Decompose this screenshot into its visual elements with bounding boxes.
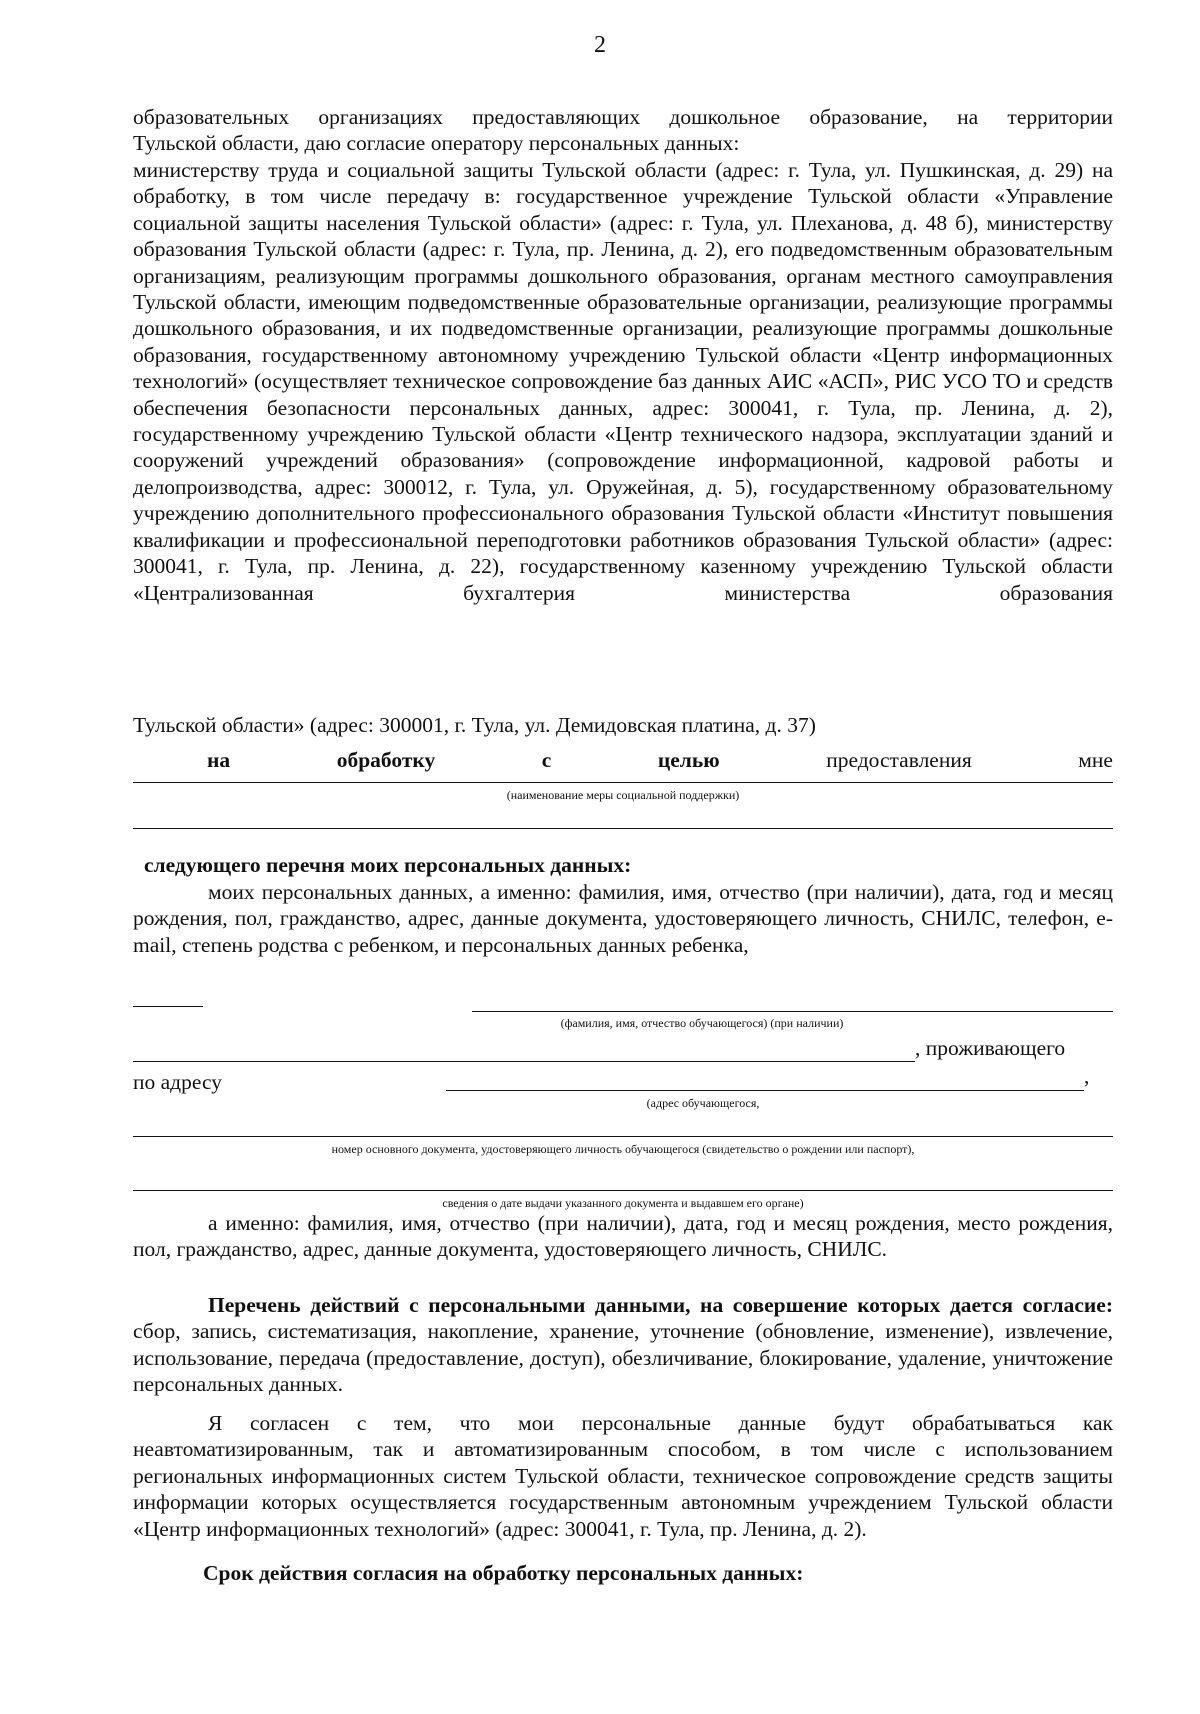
- page-number: 2: [594, 32, 606, 58]
- my-data-paragraph: моих персональных данных, а именно: фамилия, имя, отчество (при наличии), дата, год и месяц рождения, пол, гражданство, адрес, данные документа, удостоверяющего личность, СНИЛС, телефон, e-mail, степень родства с ребенком, и персональных данных ребенка,: [133, 880, 1113, 957]
- child-name-line-2: [133, 1061, 915, 1062]
- operator-paragraph: министерству труда и социальной защиты Тульской области (адрес: г. Тула, ул. Пушкинская, д. 29) на обработку, в том числе передачу в: государственное учреждение Тульской области «Управление социальной защиты населения Тульской области» (адрес: г. Тула, ул. Плеханова, д. 48 б), министерству образования Тульской области (адрес: г. Тула, пр. Ленина, д. 2), его подведомственным образовательным организациям, реализующим программы дошкольного образования, органам местного самоуправления Тульской области, имеющим подведомственные образовательные организации, реализующие программы дошкольного образования, и их подведомственные организации, реализующие программы дошкольные образования, государственному автономному учреждению Тульской области «Центр информационных технологий» (осуществляет техническое сопровождение баз данных АИС «АСП», РИС УСО ТО и средств обеспечения безопасности персональных данных, адрес: 300041, г. Тула, пр. Ленина, д. 2), государственному учреждению Тульской области «Центр технического надзора, эксплуатации зданий и сооружений учреждений образования» (сопровождение информационной, кадровой работы и делопроизводства, адрес: 300012, г. Тула, ул. Оружейная, д. 5), государственному образовательному учреждению дополнительного профессионального образования Тульской области «Институт повышения квалификации и профессиональной переподготовки работников образования Тульской области» (адрес: 300041, г. Тула, пр. Ленина, д. 22), государственному казенному учреждению Тульской области «Централизованная бухгалтерия министерства образования: [133, 158, 1113, 605]
- residing-text: , проживающего: [915, 1036, 1066, 1060]
- actions-heading: Перечень действий с персональными данными, на совершение которых дается согласие:: [208, 1293, 1113, 1317]
- issue-line: [133, 1190, 1113, 1191]
- address-line: [446, 1090, 1084, 1091]
- measure-line-2: [133, 828, 1113, 829]
- consent-paragraph: Я согласен с тем, что мои персональные данные будут обрабатываться как неавтоматизированным, так и автоматизированным способом, в том числе с использованием региональных информационных систем Тульской области, техническое сопровождение средств защиты информации которых осуществляется государственным автономным учреждением Тульской области «Центр информационных технологий» (адрес: 300041, г. Тула, пр. Ленина, д. 2).: [133, 1411, 1113, 1541]
- address-comma: ,: [1084, 1064, 1090, 1088]
- actions-list: сбор, запись, систематизация, накопление, хранение, уточнение (обновление, изменение), извлечение, использование, передача (предоставление, доступ), обезличивание, блокирование, удаление, уничтожение персональных данных.: [133, 1319, 1113, 1397]
- address-caption: (адрес обучающегося,: [646, 1096, 760, 1110]
- purpose-line: [133, 748, 1113, 773]
- purpose-word-3: с: [541, 748, 552, 772]
- child-name-line: [472, 1011, 1113, 1012]
- purpose-word-6: мне: [1078, 748, 1113, 772]
- term-heading: Срок действия согласия на обработку персональных данных:: [203, 1561, 804, 1585]
- data-list-heading: следующего перечня моих персональных данных:: [144, 853, 632, 877]
- measure-line: [133, 782, 1113, 783]
- address-label: по адресу: [133, 1070, 222, 1094]
- short-line: [133, 1006, 203, 1007]
- document-line: [133, 1136, 1113, 1137]
- child-data-paragraph: а именно: фамилия, имя, отчество (при наличии), дата, год и месяц рождения, место рождения, пол, гражданство, адрес, данные документа, удостоверяющего личность, СНИЛС.: [133, 1211, 1113, 1262]
- actions-paragraph: [133, 1292, 1113, 1398]
- issue-caption: сведения о дате выдачи указанного документа и выдавшем его органе): [442, 1196, 804, 1210]
- purpose-word-4: целью: [657, 748, 720, 772]
- child-name-caption: (фамилия, имя, отчество обучающегося) (при наличии): [560, 1016, 844, 1030]
- document-caption: номер основного документа, удостоверяющего личность обучающегося (свидетельство о рождении или паспорт),: [331, 1142, 915, 1156]
- purpose-word-5: предоставления: [826, 748, 972, 772]
- purpose-word-2: обработку: [336, 748, 436, 772]
- intro-line-1: образовательных организациях предоставляющих дошкольное образование, на территории: [133, 105, 1113, 129]
- operator-last-line: Тульской области» (адрес: 300001, г. Тула, ул. Демидовская платина, д. 37): [133, 713, 816, 737]
- measure-caption: (наименование меры социальной поддержки): [506, 788, 740, 802]
- intro-line-2: Тульской области, даю согласие оператору персональных данных:: [133, 131, 740, 155]
- purpose-word-1: на: [207, 748, 231, 772]
